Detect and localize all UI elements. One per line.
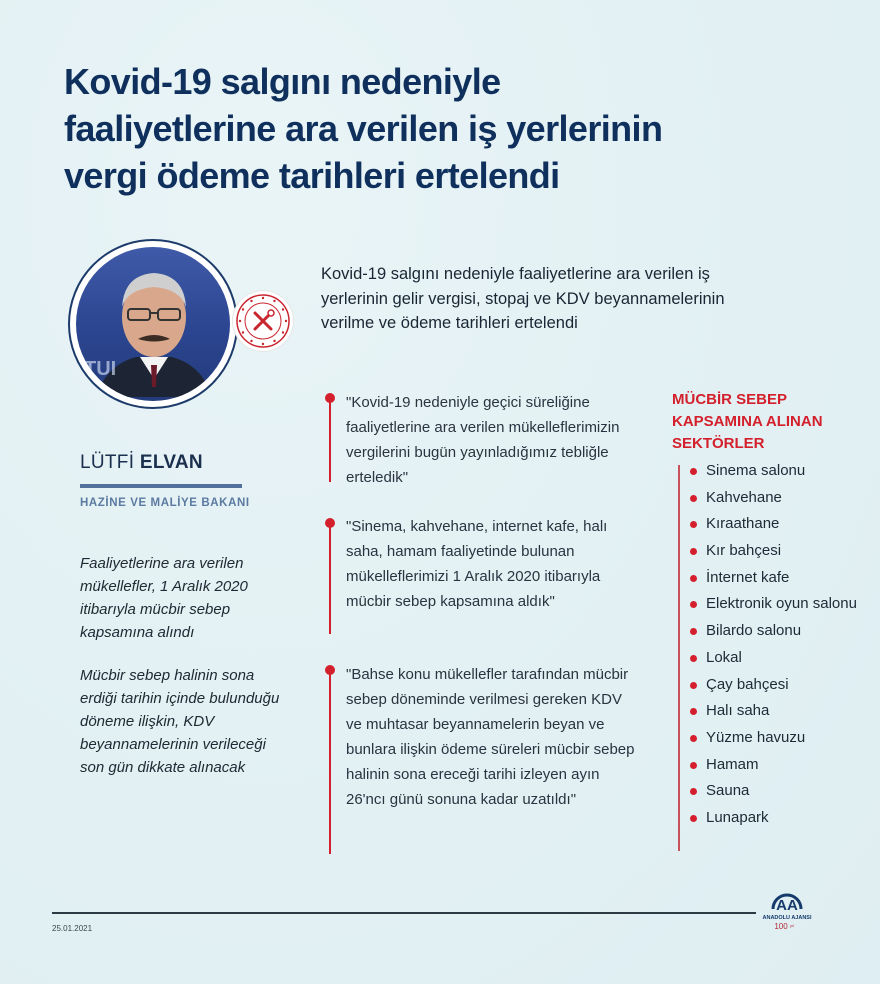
sector-item: Lunapark — [690, 807, 875, 829]
side-note: Mücbir sebep halinin sona erdiği tarihin içinde bulunduğu döneme ilişkin, KDV beyannamelerinin verileceği son gün dikkate alınacak — [80, 667, 280, 776]
sector-item: Lokal — [690, 647, 875, 669]
svg-text:TUI: TUI — [84, 358, 117, 380]
quote: "Bahse konu mükellefler tarafından mücbir sebep döneminde verilmesi gereken KDV ve muhtasar beyannamelerin beyan ve bunlara ilişkin ödeme süreleri mücbir sebep halinin sona ereceği tarihi izleyen ayın 26'ncı günü sonuna kadar uzatıldı" — [346, 666, 635, 808]
sector-item: Kahvehane — [690, 487, 875, 509]
quote: "Sinema, kahvehane, internet kafe, halı saha, hamam faaliyetinde bulunan mükelleflerimizi 1 Aralık 2020 itibarıyla mücbir sebep kapsamına aldık" — [346, 518, 608, 610]
svg-text:100: 100 — [774, 922, 788, 931]
sector-item: İnternet kafe — [690, 567, 875, 589]
footer-divider — [52, 912, 756, 914]
svg-text:AA: AA — [776, 897, 798, 914]
ministry-seal-icon — [233, 291, 293, 351]
sector-item: Kır bahçesi — [690, 540, 875, 562]
quote-bullet-icon — [325, 665, 335, 675]
publish-date: 25.01.2021 — [52, 924, 93, 933]
quote-line — [329, 396, 331, 482]
quote-line — [329, 522, 331, 634]
headline-line: Kovid-19 salgını nedeniyle — [64, 61, 501, 102]
sector-item: Hamam — [690, 754, 875, 776]
sector-item: Kıraathane — [690, 513, 875, 535]
anadolu-ajansi-logo-icon — [757, 883, 817, 933]
sectors-title: MÜCBİR SEBEP KAPSAMINA ALINAN SEKTÖRLER — [672, 391, 823, 452]
headline — [64, 58, 824, 199]
sector-item: Sinema salonu — [690, 460, 875, 482]
sector-item: Çay bahçesi — [690, 674, 875, 696]
minister-last-name: ELVAN — [139, 452, 203, 473]
sectors-divider — [678, 465, 680, 851]
minister-portrait — [68, 239, 238, 409]
svg-text:yıl: yıl — [790, 923, 794, 928]
headline-line: faaliyetlerine ara verilen iş yerlerinin — [64, 108, 663, 149]
lead-paragraph: Kovid-19 salgını nedeniyle faaliyetlerine ara verilen iş yerlerinin gelir vergisi, stopaj ve KDV beyannamelerinin verilme ve ödeme tarihleri ertelendi — [321, 265, 725, 332]
quote: "Kovid-19 nedeniyle geçici süreliğine faaliyetlerine ara verilen mükelleflerimizin vergilerini bugün yayınladığımız tebliğle erteledik" — [346, 394, 620, 486]
sector-item: Sauna — [690, 780, 875, 802]
quote-bullet-icon — [325, 393, 335, 403]
sectors-list — [690, 460, 875, 834]
minister-role: HAZİNE VE MALİYE BAKANI — [80, 497, 250, 509]
sector-item: Elektronik oyun salonu — [690, 593, 875, 615]
sector-item: Yüzme havuzu — [690, 727, 875, 749]
quote-line — [329, 670, 331, 854]
portrait-photo-icon — [76, 247, 230, 401]
sector-item: Bilardo salonu — [690, 620, 875, 642]
minister-first-name: LÜTFİ — [80, 452, 135, 473]
name-divider — [80, 484, 242, 488]
svg-text:ANADOLU AJANSI: ANADOLU AJANSI — [762, 915, 812, 921]
headline-line: vergi ödeme tarihleri ertelendi — [64, 155, 560, 196]
side-note: Faaliyetlerine ara verilen mükellefler, 1 Aralık 2020 itibarıyla mücbir sebep kapsamına alındı — [80, 555, 248, 641]
minister-name — [80, 452, 203, 474]
sector-item: Halı saha — [690, 700, 875, 722]
quote-bullet-icon — [325, 518, 335, 528]
